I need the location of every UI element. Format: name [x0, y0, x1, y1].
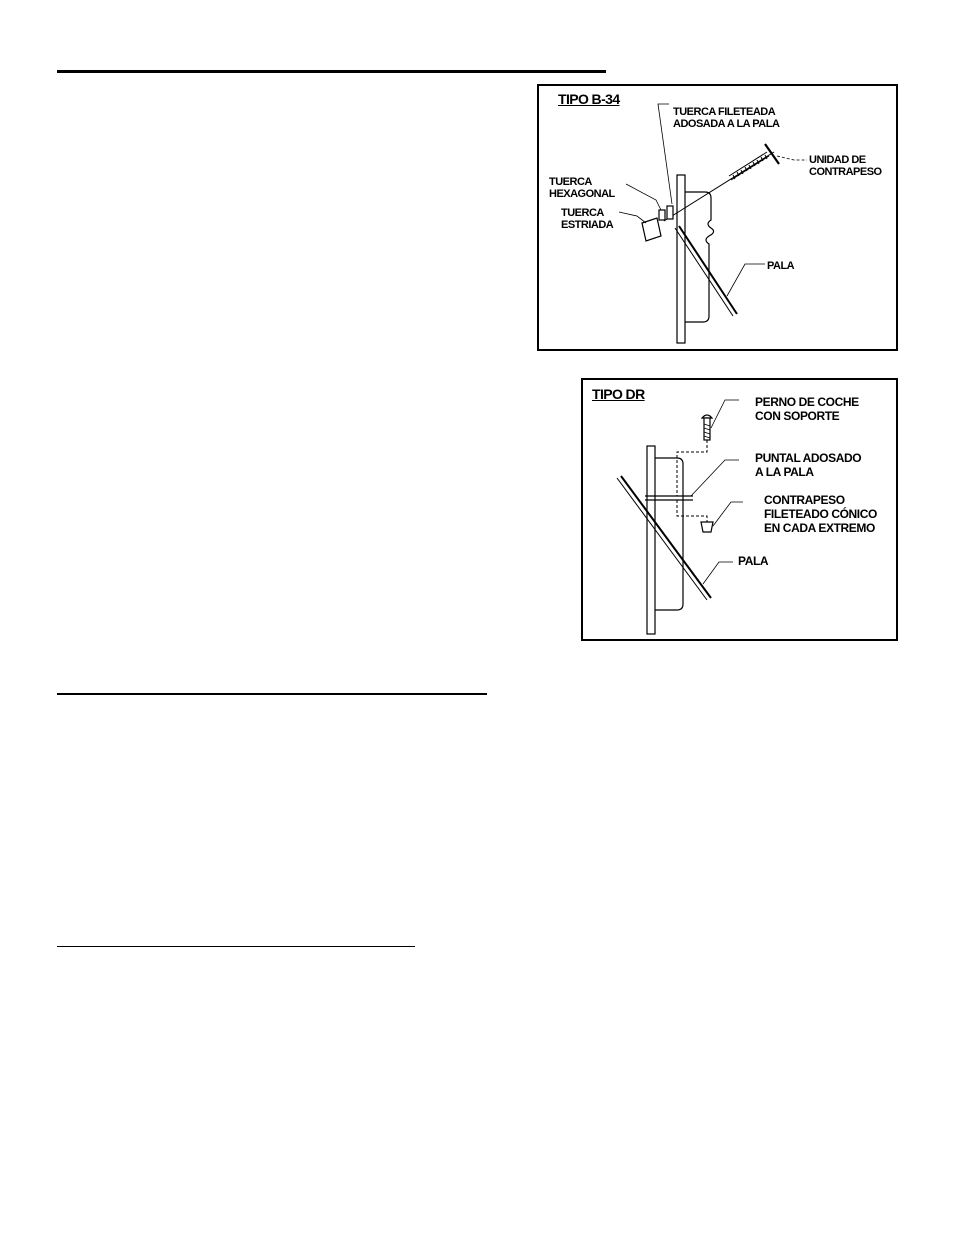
- counterweight: [701, 522, 713, 532]
- label-knurled-nut: TUERCA ESTRIADA: [561, 207, 614, 231]
- leader-counterweight: [713, 502, 743, 526]
- counterweight-dashed-link: [677, 500, 707, 522]
- leader-hex-nut: [626, 184, 661, 210]
- figure-dr-panel: [581, 378, 898, 641]
- leader-blade: [703, 562, 733, 584]
- leader-blade: [727, 264, 765, 296]
- threaded-nut: [667, 206, 673, 219]
- figure-dr-title: TIPO DR: [592, 386, 645, 402]
- label-counterweight: CONTRAPESO FILETEADO CÓNICO EN CADA EXTREMO: [764, 493, 877, 535]
- figure-b34-title: TIPO B-34: [558, 91, 620, 107]
- counterweight-threads: [729, 152, 769, 180]
- label-hex-nut: TUERCA HEXAGONAL: [549, 176, 615, 200]
- label-strut: PUNTAL ADOSADO A LA PALA: [755, 451, 862, 479]
- knurled-nut: [642, 218, 661, 241]
- label-threaded-nut: TUERCA FILETEADA ADOSADA A LA PALA: [673, 106, 780, 130]
- bolt-dashed-link: [677, 440, 707, 496]
- label-counterweight-unit: UNIDAD DE CONTRAPESO: [809, 154, 882, 178]
- leader-bolt: [711, 400, 739, 428]
- section-rule-middle: [57, 693, 487, 695]
- frame-bar: [677, 175, 685, 343]
- label-blade-dr: PALA: [738, 554, 769, 568]
- section-rule-top: [57, 70, 606, 73]
- counterweight-cap: [765, 144, 779, 164]
- figure-b34-panel: [537, 84, 898, 351]
- label-carriage-bolt: PERNO DE COCHE CON SOPORTE: [755, 395, 859, 423]
- leader-counterweight: [777, 156, 807, 160]
- label-blade-b34: PALA: [767, 260, 795, 272]
- frame-bar: [647, 446, 655, 634]
- leader-strut: [691, 460, 739, 496]
- frame-channel: [655, 458, 683, 610]
- section-rule-bottom: [57, 946, 415, 947]
- leader-threaded-nut: [658, 104, 672, 204]
- hex-nut: [659, 210, 665, 220]
- leader-knurled-nut: [619, 212, 646, 223]
- blade-line: [621, 476, 711, 598]
- blade-line: [679, 226, 737, 314]
